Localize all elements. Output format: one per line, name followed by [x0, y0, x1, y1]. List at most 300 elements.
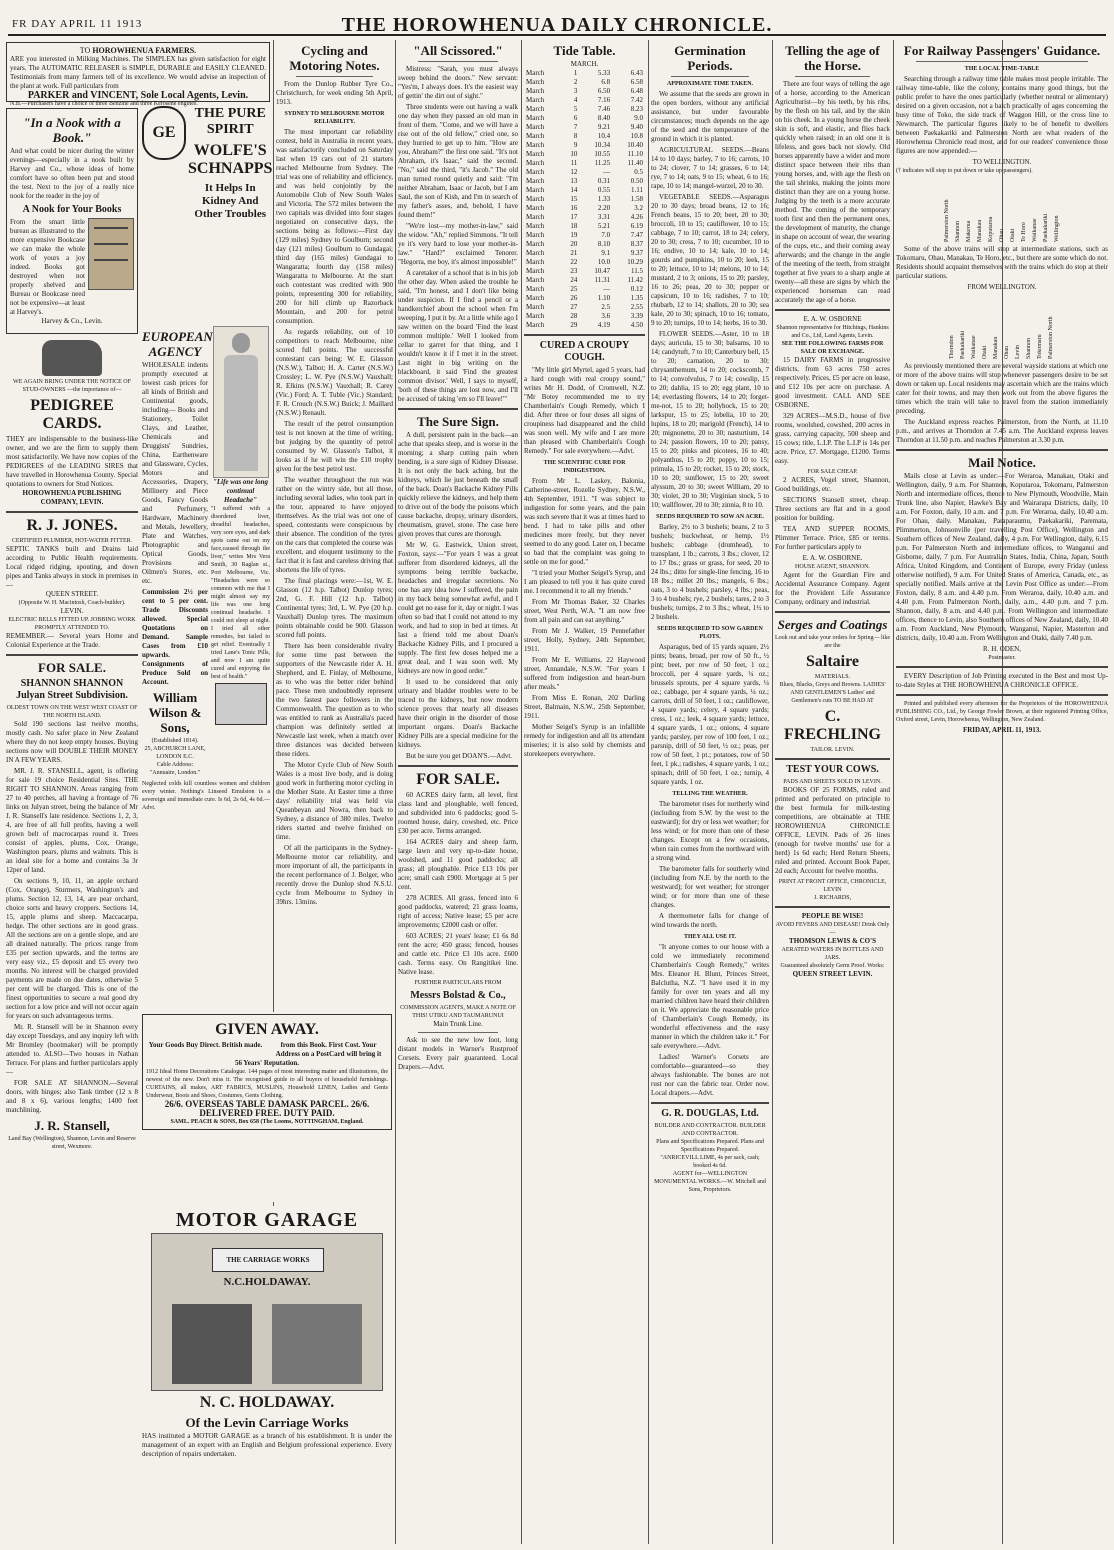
- pedigree-intro: WE AGAIN BRING UNDER THE NOTICE OF STUD-OWNERS —the importance of—: [13, 379, 131, 393]
- tide-month-cell: March: [526, 78, 545, 86]
- tide-pm-cell: 6.19: [630, 222, 643, 230]
- simplex-ad: [6, 40, 270, 107]
- tide-day-cell: 1: [573, 69, 578, 77]
- indigestion-p3: "I tried your Mother Seigel's Syrup, and I am pleased to tell you it has quite cured me. I recommend it to all my friends.": [524, 569, 645, 595]
- osborne-farm1: 15 DAIRY FARMS in progressive districts, from 63 acres 750 acres respectively. Prices, £5 per acre on lease, and £12 10s per acre on purchase. A good investment. CALL AND SEE OSBORNE.: [775, 356, 890, 409]
- indigestion-title: THE SCIENTIFIC CURE FOR INDIGESTION.: [543, 460, 626, 474]
- tide-am-cell: 8.40: [597, 114, 611, 122]
- useit-title: THEY ALL USE IT.: [683, 934, 737, 940]
- mail-title: Mail Notice.: [968, 455, 1036, 470]
- scissored-title: "All Scissored.": [413, 43, 503, 58]
- saltaire-materials: MATERIALS.: [814, 674, 851, 680]
- osborne-farm3: 2 ACRES, Vogel street, Shannon, Good buildings, etc.: [775, 476, 890, 493]
- test-cows-title: TEST YOUR COWS.: [786, 764, 879, 775]
- tide-month-cell: March: [526, 105, 545, 113]
- wolfe-g1: THE PURE SPIRIT: [194, 106, 266, 137]
- railway-h1: THE LOCAL TIME-TABLE: [964, 66, 1040, 72]
- headache-quote: "Life was one long continual Headache": [212, 478, 269, 504]
- tide-row: [524, 240, 645, 249]
- mail-body: Mails close at Levin as under:—For Weraroa, Manakau, Otaki and Wellington, daily, 9 a.m. For Shannon, Koputaroa, Tokomaru, Palmerston North and intermediate offices, thence to New Plymouth, Woodville, Main Trunk line, also Napier, Hawke's Bay and Wairarapa Districts, daily, 10 a.m. For Foxton, daily, 10 a.m. and 7 p.m. For Weraroa, daily, 10.40 a.m. For Ohau, daily. Manakau, Paraparaumu, Paekakariki, Paremata, Plimmerton, Johnsonville (per travelling Post Office), Wellington and Southern offices of New Zealand, daily, 4 p.m. For Wellington, daily, 6.15 p.m. For Palmerston North and intermediate offices, to Wanganui and Gisborne, daily, 7 p.m. For Australian States, India, China, Japan, South Africa, United Kingdom, and Continent of Europe, every Friday (unless otherwise notified), 9 a.m. For United States of America, Canada, etc., as specially notified. Mails arrive at the Levin Post Office as under:—From Foxton, daily, 8 a.m. and 4.40 p.m. From Weraroa, daily, 10.40 a.m. and 4.40 p.m. From Palmerston North, daily, a.m., 4.40 p.m. and 7 p.m. Shannon, daily, 8 a.m. and 4.40 p.m. From Wellington and intermediate offices, thence to Levin, also Southern offices of New Zealand, daily, 10.40 a.m. From Auckland, New Plymouth, Wanganui, Napier, Masterton and districts, daily, 10.40 a.m. From Wellington and Otaki, daily 7.40 p.m.: [896, 472, 1108, 642]
- tide-am-cell: 11.31: [594, 276, 611, 284]
- guarantee-line: Guaranteed absolutely Germ Proof. Works:: [780, 963, 885, 969]
- cycling-p1: From the Dunlop Rubber Tyre Co., Christchurch, for week ending 5th April, 1913.: [276, 80, 393, 106]
- scissored-p4: A caretaker of a school that is in his job the other day. When asked the trouble he said, "I'm honest, and I don't like being under suspicion. If I find a pencil or a handkerchief about the school when I'm sweeping, I put it by. At a little while ago I saw written on the board 'Find the least common multiple.' Well I looked from cellar to garret for that thing, and I wouldn't know it if I met it in the street. Last night in big writing on the blackboard, it said 'Find the greatest common divisor.' Well, I says to myself, 'both of these things are lost now, and I'll be accused of taking 'em so I'll leave!'": [398, 269, 518, 403]
- print-office: PRINT AT FRONT OFFICE, CHRONICLE, LEVIN: [778, 879, 887, 893]
- tide-month-cell: March: [526, 195, 545, 203]
- tide-am-cell: 5.21: [597, 222, 611, 230]
- railway-p3: The Auckland express reaches Palmerston, from the North, at 11.10 p.m., and arrives at Thorndon at 7.45 a.m. The Auckland express leaves Thorndon at 11.50 p.m. and reaches Palmerston at 3.30 p.m.: [896, 418, 1108, 444]
- sale-sign2: Land Bay (Wellington), Shannon, Levin and Reserve street, Wexmore.: [8, 1136, 136, 1150]
- nook-ad: [6, 108, 138, 334]
- tide-day-cell: 16: [570, 204, 578, 212]
- tide-month-cell: March: [526, 204, 545, 212]
- tide-month-cell: March: [526, 285, 545, 293]
- tide-row: [524, 195, 645, 204]
- tide-pm-cell: 11.40: [627, 159, 643, 167]
- tide-am-cell: 4.19: [597, 321, 611, 329]
- station-name: Koputaroa: [987, 216, 994, 242]
- forsale-ad-2: 164 ACRES dairy and sheep farm, large lawn and very up-to-date house, woolshed, and 11 good paddocks; all grass; all ploughable. Price £13 10s per acre; small cash £900. Mortgage at 5 per cent.: [398, 838, 518, 891]
- masthead-date: FR DAY APRIL 11 1913: [12, 18, 143, 30]
- column-3: [276, 40, 393, 1010]
- european-cablev: "Annuaire, London.": [149, 770, 201, 776]
- indigestion-p5: From Mr J. Walker, 19 Pennefather street, Holly, Sydney, 24th September, 1911.: [524, 627, 645, 653]
- column-rule: [772, 40, 773, 1544]
- station-name: Palmerston North: [1048, 316, 1054, 359]
- tide-day-cell: 10: [570, 150, 578, 158]
- tide-am-cell: —: [603, 285, 611, 293]
- imprint: Printed and published every afternoon for the Proprietors of the HOROWHENUA PUBLISHING CO., Ltd., by George Fowler Brown, at their registered Printing Office, Oxford street, Levin, Horowhenua, Wellington, New Zealand.: [896, 701, 1108, 723]
- mail-postmaster: Postmaster.: [988, 655, 1016, 661]
- tide-month-cell: March: [526, 186, 545, 194]
- tide-row: [524, 276, 645, 285]
- germination-p5: Barley, 2½ to 3 bushels; beans, 2 to 3 bushels; buckwheat, or hemp, 1½ bushels; cabbage (drumhead), to transplant, 1 lb.; carrots, 3 lbs.; clover, 12 to 17 lbs.; grass or grass, for seed, 20 to 24 lbs.; ditto for single-line fencing, 16 to 18 lbs.; millet 20 lbs.; mangels, 6 lbs.; oats, 3 to 4 bushels; parsley, 4 lbs.; peas, 3 to 4 bushels; rye, 2 bushels; tares, 2 to 3 bushels; turnips, 2 to 3 lbs.; wheat, 1½ to 2 bushels.: [651, 523, 769, 621]
- job-printing: EVERY Description of Job Printing executed in the Best and most Up-to-date Styles at THE HOROWHENUA CHRONICLE OFFICE.: [896, 672, 1108, 689]
- corsets-ad: Ask to see the new low foot, long distant models in Warner's Rustproof Corsets. Every pair guaranteed. Local Drapers.—Advt.: [398, 1036, 518, 1071]
- jones-elec: ELECTRIC BELLS FITTED UP. JOBBING WORK PROMPTLY ATTENDED TO.: [8, 617, 136, 631]
- tide-month-cell: March: [526, 168, 545, 176]
- simplex-head: HOROWHENUA FARMERS.: [92, 46, 197, 55]
- tide-pm-cell: 7.47: [630, 231, 643, 239]
- european-cable: Cable Address:: [156, 762, 194, 768]
- station-name: Te Horo: [1020, 222, 1027, 242]
- simplex-body: ARE you interested in Milking Machines. The SIMPLEX has given satisfaction for eight years. The AUTOMATIC RELEASER is SIMPLE, DURABLE and EASILY CLEANED. Testimonials from many farmers tell of its excellence. We would advise an inspection of the plant at work. Full particulars from: [10, 55, 266, 90]
- tide-row: [524, 312, 645, 321]
- given-away-ad: [142, 1012, 392, 1202]
- osborne-sub: Shannon representative for Hitchings, Hankins and Co., Ltd, Land Agents, Levin.: [776, 325, 889, 339]
- masthead-rule: [8, 34, 1106, 36]
- tide-month-cell: March: [526, 303, 545, 311]
- saltaire-title: Saltaire: [805, 653, 860, 670]
- tide-row: [524, 132, 645, 141]
- jones-street: QUEEN STREET.: [45, 590, 99, 598]
- station-name: Paekakariki: [1042, 213, 1049, 242]
- osborne-house: HOUSE AGENT, SHANNON.: [795, 564, 870, 570]
- test-cows-b: PADS AND SHEETS SOLD IN LEVIN.: [783, 779, 882, 785]
- tide-day-cell: 11: [570, 159, 578, 167]
- motor-body: HAS instituted a MOTOR GARAGE as a branch of his establishment. It is under the management of an expert with an English and Belgium professional experience. Every description of repairs undertaken.: [142, 1432, 392, 1458]
- timetable-from-wellington: [896, 295, 1108, 359]
- tide-am-cell: 10.4: [597, 132, 611, 140]
- horse-illustration: [42, 340, 102, 376]
- pedigree-title: PEDIGREE CARDS.: [30, 397, 114, 432]
- sale-body3: On sections 9, 10, 11, an apple orchard (Cox, Orange), Sturmers, Washington's and plums. Section 12, 13, 14, are pear orchard, choice sorts and heavy croppers. Sections 14, 15, apple plums and sheep. Maccacarpa, hedge. The other sections are in good grass. All the sections are on a gentle slope, and are all drained naturally. The prices range from £35 per section upwards, and the terms are very easy viz., £5 deposit and £5 every two months. No interest will be charged provided payments are made on due dates, otherwise 5 per cent will be charged. This is one of the finest opportunities to secure a real good dry section for a low price and will not occur again for years on such advantageous terms.: [6, 877, 138, 1020]
- tide-day-cell: 13: [570, 177, 578, 185]
- tide-row: [524, 213, 645, 222]
- sale-body2: MR. J. R. STANSELL, agent, is offering for sale 19 choice Residential Sites. THE RIGHT TO SHANNON. Areas ranging from 27 to 40 perches, all having a frontage of 76 links on Julyan street, being the balance of Mr J. R. Stansell's late residence. Sections 1, 2, 3, 4, are free of all full profits, having a well grown belt of macrocarpas round it. Trees consist of apples, plums, Cox, Orange, Washington pears, plums and walnuts. This is an ideal site for a home and contains 3a 3r 12per of land.: [6, 767, 138, 874]
- european-body: WHOLESALE indents promptly executed at lowest cash prices for all kinds of British and Continental goods, including— Books and Stationery, Toilet Clays, and Leather, Chemicals and Druggists' Sundries, China, Earthenware and Glassware, Cycles, Motors and Accessories, Drapery, Millinery and Piece Goods, Fancy Goods and Perfumery, Hardware, Machinery and Metals, Jewellery, Plate and Watches, Photographic and Optical Goods, Provisions and Oilmen's Stores, etc. etc.: [142, 361, 208, 585]
- sale-sign: J. R. Stansell,: [34, 1118, 110, 1133]
- tide-row: [524, 204, 645, 213]
- tide-month-cell: March: [526, 132, 545, 140]
- tide-month-cell: March: [526, 240, 545, 248]
- douglas-name: G. R. DOUGLAS, Ltd.: [661, 1108, 759, 1119]
- germination-p3: VEGETABLE SEEDS.—Asparagus 20 to 30 days; broad beans, 12 to 16; French beans, 15 to 20; beet, 20 to 30; broccoli, 10 to 15; cauliflower, 10 to 15; cabbage, 7 to 10; carrot, 18 to 24; celery, 20 to 30; cress, 7 to 10; cucumber, 10 to 16; endive, 10 to 14; kale, 10 to 14; gourds and pumpkins, 10 to 20; leek, 15 to 20; lettuce, 10 to 14; melons, 10 to 14; mustard, 2 to 3; onions, 15 to 20; parsley, 16 to 26; peas, 20 to 30; pepper or capsicum, 10 to 16; radishes, 7 to 10; rhubarb, 12 to 14; shallots, 20 to 30; sea kale, 20 to 30; spinach, 10 to 16; tomato, 9 to 20; turnips, 10 to 14; herbs, 16 to 30.: [651, 193, 769, 327]
- tide-month-cell: March: [526, 222, 545, 230]
- aerated-line: AERATED WATERS IN BOTTLES AND JARS.: [781, 947, 884, 961]
- station-name: Ohau: [998, 229, 1005, 242]
- jones-addr: (Opposite W. H. Macintosh, Coach-builder).: [18, 600, 126, 606]
- column-rule: [893, 40, 894, 1544]
- station-name: Waikanae: [1031, 218, 1038, 242]
- station-name: Waikanae: [971, 335, 977, 359]
- germination-title: Germination Periods.: [674, 43, 746, 73]
- richards-name: J. RICHARDS,: [813, 895, 852, 901]
- tide-am-cell: 10.0: [597, 258, 611, 266]
- railway-to: TO WELLINGTON.: [972, 158, 1032, 166]
- tide-pm-cell: 1.58: [630, 195, 643, 203]
- wolfe-ad: [188, 106, 272, 326]
- tide-day-cell: 28: [570, 312, 578, 320]
- germination-h3: SEEDS REQUIRED TO SOW GARDEN PLOTS.: [657, 626, 763, 640]
- station-name: Palmerston North: [943, 199, 950, 242]
- tide-day-cell: 8: [573, 132, 578, 140]
- tide-day-cell: 22: [570, 258, 578, 266]
- given-left: Your Goods Buy Direct. British made.: [148, 1041, 263, 1049]
- tide-row: [524, 87, 645, 96]
- tide-pm-cell: 9.37: [630, 249, 643, 257]
- scissored-p2: Three students were out having a walk one day when they passed an old man in front of them. "Come, and we will have a rise out of the old fellow," cried one, so they hurried to get up to him. "How are you, Abraham?" the first one said. "It's not Abraham, it's Isaac," said the second. "No," said the third, "it's Jacob." The old man turned round quietly and said: "I'm neither Abraham, Isaac or Jacob, but I am Saul, the son of Kish, and I'm in search of my father's asses, and, behold, I have found them!": [398, 103, 518, 219]
- european-firm: William Wilson & Sons,: [148, 690, 202, 735]
- tide-day-cell: 17: [570, 213, 578, 221]
- nook-intro: And what could be nicer during the winter evenings—especially in a nook built by Harvey and Co., whose ideas of home comfort have so often been put and stood the test. Next to the joy of a really nice nook for the reader in the joy of: [10, 147, 134, 200]
- sale-head: FOR SALE.: [38, 660, 106, 675]
- tide-pm-cell: 10.40: [627, 141, 643, 149]
- frechling-name: C. FRECHLING: [784, 708, 881, 743]
- osborne-exch: FOR SALE CHEAP.: [807, 469, 858, 475]
- railway-note: († indicates will stop to put down or take up passengers).: [896, 168, 1033, 174]
- nook-title: "In a Nook with a Book.": [23, 115, 121, 145]
- indigestion-p8: Mother Seigel's Syrup is an infallible remedy for indigestion and all its attendant miseries; it is also sold by chemists and storekeepers everywhere.: [524, 723, 645, 758]
- people-wise: PEOPLE BE WISE!: [801, 912, 864, 920]
- douglas-plans: Plans and Specifications Prepared. Plans and Specifications Prepared.: [656, 1139, 764, 1153]
- tide-month-cell: March: [526, 123, 545, 131]
- sale-body1: Sold 190 sections last twelve months, mostly cash. No safer place in New Zealand where they do not keep empty houses. Buying sections now will DOUBLE THEIR MONEY IN A FEW YEARS.: [6, 720, 138, 764]
- station-name: Manakau: [976, 219, 983, 242]
- given-body: 1912 Ideal Home Decorations Catalogue. 144 pages of most interesting matter and illustrations, the newest of the new. Don't miss it. The recognised guide to all buyers of household furnishings. CURTAINS, all makes, ART FABRICS, MUSLINS, Household LINEN, Ladies and Gents Underwear, Boots and Shoes, Costumes, Gents Clothing.: [146, 1069, 388, 1099]
- douglas-agent: AGENT for—WELLINGTON MONUMENTAL WORKS.—W. Mitchell and Sons, Proprietors.: [654, 1171, 766, 1193]
- given-title: GIVEN AWAY.: [215, 1021, 319, 1038]
- cycling-title: Cycling and Motoring Notes.: [289, 43, 380, 73]
- tide-pm-cell: 9.0: [634, 114, 643, 122]
- tide-pm-cell: 6.58: [630, 78, 643, 86]
- tide-row: [524, 267, 645, 276]
- horse-age-p1: There are four ways of telling the age of a horse, according to the American Agriculturist—by his teeth, by his ribs, by the flesh on his tail, and by the skin on his cheek. In a young horse the cheek skin is soft, and elastic, and flies back quickly when raised; in an old one it is lifeless, and goes back not slowly. Old horses apparently have a wider and more distinct space between their ribs than young horses, and, with age the flesh on the tail shrinks, making the joints more distinct than they are on a young horse. Judging by the teeth is a more accurate method. The coming of the temporary tooth first and then the permanent ones, the development of maturity, the change in shape on account of wear, the wearing of the cups, etc., and their coming away afterwards; and the change in the angle of the meeting of the teeth, from straight together at five years to a sharp angle at twenty—all these are signs by which the experienced horseman can read accurately the age of a horse.: [775, 80, 890, 304]
- tide-day-cell: 23: [570, 267, 578, 275]
- station-name: Manakau: [993, 336, 999, 359]
- queen-street: QUEEN STREET LEVIN.: [792, 970, 873, 978]
- croupy-title: CURED A CROUPY COUGH.: [539, 340, 630, 363]
- tide-pm-cell: 4.50: [630, 321, 643, 329]
- headache-ad: [211, 326, 270, 777]
- tide-month-cell: March: [526, 294, 545, 302]
- tide-am-cell: 6.50: [597, 87, 611, 95]
- tide-pm-cell: 10.8: [630, 132, 643, 140]
- column-rule: [521, 40, 522, 1544]
- jones-remember: REMEMBER.— Several years Home and Colonial Experience at the Trade.: [6, 632, 138, 649]
- tide-month-cell: March: [526, 141, 545, 149]
- column-rule: [648, 40, 649, 1544]
- timetable-to-wellington: [896, 178, 1108, 242]
- tide-month-cell: March: [526, 312, 545, 320]
- tide-day-cell: 5: [573, 105, 578, 113]
- cycling-p6: The final placings were:—1st, W. E. Glasson (12 h.p. Talbot) Dunlop tyres; 2nd, G. F. Hill (12 h.p. Talbot) Continental tyres; 3rd, L. W. Pye (20 h.p. Vauxhall) Dunlop tyres. The maximum points obtainable could be 900. Glasson scored full points.: [276, 577, 393, 639]
- column-7: [775, 40, 890, 1544]
- tide-row: [524, 96, 645, 105]
- tide-pm-cell: 0.5: [634, 168, 643, 176]
- cycling-p9: Of all the participants in the Sydney-Melbourne motor car reliability, and more important of all, the participants in the recent performance of J. Bolger, who recently drove the Dunlop shod N.S.U. cycle from Melbourne to Sydney in 39hrs. 13mins.: [276, 844, 393, 906]
- osborne-agent: Agent for the Guardian Fire and Accidental Assurance Company. Agent for the Provident Life Assurance Company, ordinary and industrial.: [775, 571, 890, 606]
- sale-atshannon: FOR SALE AT SHANNON.—Several doors, with hinges; also Tank timber (12 x 8 and 8 x 6), various lengths; 1400 feet matchlining.: [6, 1079, 138, 1114]
- douglas-builder: BUILDER AND CONTRACTOR. BUILDER AND CONTRACTOR.: [654, 1123, 766, 1137]
- horse-age-title: Telling the age of the Horse.: [785, 43, 880, 73]
- wolfe-g2: WOLFE'S SCHNAPPS: [188, 142, 273, 177]
- tide-title: Tide Table.: [553, 43, 616, 58]
- tide-am-cell: 2.5: [601, 303, 611, 311]
- germination-h2: SEEDS REQUIRED TO SOW AN ACRE.: [656, 514, 764, 520]
- given-offer: 26/6. OVERSEAS TABLE DAMASK PARCEL. 26/6. DELIVERED FREE. DUTY PAID.: [164, 1099, 370, 1118]
- garage-sign2: N.C.HOLDAWAY.: [223, 1276, 311, 1288]
- tide-row: [524, 123, 645, 132]
- cycling-p7: There has been considerable rivalry for some time past between the supporters of the Newcastle rider A. H. Shepherd, and E. Finlay, of Melbourne, as to who was the better rider behind pace. These men undoubtedly represent the two fastest pace followers in the Commonwealth. The question as to who was entitled to rank as Australia's paced champion was definitely settled at Newcastle last week, when a match over three distances was decided between these riders.: [276, 642, 393, 758]
- tide-day-cell: 27: [570, 303, 578, 311]
- station-name: Shannon: [954, 221, 961, 242]
- tide-row: [524, 159, 645, 168]
- wolfe-logo-block: [142, 106, 186, 326]
- tide-table: [524, 69, 645, 330]
- tide-month-cell: March: [526, 267, 545, 275]
- station-name: Ohau: [1004, 346, 1010, 359]
- tide-row: [524, 105, 645, 114]
- garage-sign1: THE CARRIAGE WORKS: [212, 1248, 324, 1272]
- masthead: [0, 0, 1114, 34]
- given-right: from this Book. First Cost. Your Address on a PostCard will bring it: [275, 1041, 382, 1058]
- tide-pm-cell: 3.39: [630, 312, 643, 320]
- tide-row: [524, 294, 645, 303]
- scissored-p3: "We're lost—my mother-in-law," said the widow. "Ah," replied Simmons. "It tell ye it's very hard to lose your mother-in-law." "Hard?" exclaimed Tenorer. "Hegorra, me boy, it's almost impossible!": [398, 222, 518, 266]
- suresign-p8: But be sure you get DOAN'S.—Advt.: [406, 752, 513, 760]
- imprint-date: FRIDAY, APRIL 11, 1913.: [962, 726, 1042, 734]
- tide-am-cell: 8.10: [597, 240, 611, 248]
- tide-pm-cell: 1.35: [630, 294, 643, 302]
- suresign-p5: A dull, persistent pain in the back—an ache that speaks sleep, and is worse in the morning; a sharp cutting pain when bending, is a sure sign of Kidney Disease. It is not only the back aching, but the kidneys, which lie just beneath the small of the back. Doan's Backache Kidney Pills quickly relieve the kidneys, and help them to drive out of the body the poisons which cause backache, dropsy, urinary disorders, rheumatism, gravel, stone. The case here given proves that cures are thorough.: [398, 431, 518, 538]
- cycling-p5: The weather throughout the run was rather on the wintry side, but all those, including several ladies, who took part in the tour, appeared to have enjoyed themselves. As the trial was not one of speed, contestants were conspicuous by their absence. The condition of the tyres on the cars that completed the course was excellent, and eloquent testimony to the fact that it is fast and careless driving that shortens the life of tyres.: [276, 476, 393, 574]
- serges-sub: Look out and take your orders for Spring— like are the: [775, 635, 890, 649]
- station-name: Paekakariki: [960, 330, 966, 359]
- nook-body: From the smart little bureau as illustrated to the more expensive Bookcase we can make the whole work of yours a joy indeed. Books got destroyed when not properly shelved and Bureau or Bookcase need not be expensive—at least at Harvey's.: [10, 218, 85, 316]
- indigestion-p7: From Miss E. Ronan, 202 Darling Street, Balmain, N.S.W., 25th September, 1911.: [524, 694, 645, 720]
- station-name: Thorndon: [949, 335, 955, 359]
- simplex-agents: PARKER and VINCENT, Sole Local Agents, Levin.: [27, 90, 249, 101]
- osborne-see: SEE THE FOLLOWING FARMS FOR SALE OR EXCHANGE.: [781, 341, 884, 355]
- column-8: [896, 40, 1108, 1544]
- railway-p2: As previously mentioned there are several wayside stations at which one or more of the above trains will stop whenever passengers desire to be set down or taken up. Local residents may ascertain which are the trains which cater for their towns, and may then work out from the above figures the times which the train will take to travel from the station immediately preceding.: [896, 362, 1108, 415]
- scissored-p1: Mistress: "Sarah, you must always sweep behind the doors." New servant: "Yes'm, I always does. It's the easiest way of gettin' the dirt out of sight.": [398, 65, 518, 100]
- railway-title: For Railway Passengers' Guidance.: [903, 43, 1101, 58]
- forsale-ad-1: 60 ACRES dairy farm, all level, first class land and ploughable, well fenced, and subdivided into 6 paddocks; good 5-roomed house, dairy, cowshed, etc. Price £30 per acre. Terms arranged.: [398, 791, 518, 835]
- european-title: EUROPEAN AGENCY: [142, 329, 213, 359]
- tide-day-cell: 21: [570, 249, 578, 257]
- osborne-farm2: 329 ACRES—M.S.D., house of five rooms, woolshed, cowshed, 200 acres in grass, carrying capacity, 500 sheep and 15 cows; title, L.I.P. The L.I.P is 14s per acre. Price, £7. Mortgage, £1200. Terms easy.: [775, 412, 890, 465]
- headache-foot: Neglected colds kill countless women and children every winter. Nothing's Linseed Emulsion is a sovereign and immediate cure. Is 6d, 2s 6d, 4s 6d.—Advt.: [142, 781, 270, 811]
- frechling-tailor: TAILOR. LEVIN.: [810, 747, 855, 753]
- cycling-p8: The Motor Cycle Club of New South Wales is a most live body, and is doing good work in furthering motor cycling in the Mother State. At Easter time a three days' reliability trial was held via Queanbeyan and Nowra, then back to Sydney, a distance of 380 miles. Twelve riders started and twelve finished on time.: [276, 761, 393, 841]
- railway-p1: Searching through a railway time table makes most people irritable. The railway time-table, like the colony, contains many good things, but the public prefer to have the ones particularly (whether neutral or alimentary) desired on a given occasion, not a batch practically of ages concerning the busy time of Toko, the side track of Waggon Hill, or the cross line to Newmarch. The particular figures likely to be of benefit to dwellers between Paekakariki and Palmerston North are what readers of the Horowhenua Chronicle read most, and for our readers' convenience those figures are now appended:—: [896, 75, 1108, 155]
- cycling-p2: The most important car reliability contest, held in Australia in recent years, was satisfactorily concluded on Saturday last when 19 cars out of 21 starters reached Melbourne from Sydney. The trial was one of reliability and efficiency, and was held conjointly by the Automobile Club of New South Wales and Victoria. The 572 miles between the two capitals was divided into four stages negotiated on consecutive days, the sections being as follows:—First day (129 miles) Sydney to Goulburn; second day (121 miles) Goulburn to Gundagai; third day (165 miles) Gundagai to Wangaratta; fourth day (158 miles) Wangaratta to Melbourne. At the start each contestant was credited with 900 points, representing 300 for reliability, 200 for hill climb up Razorback Mountain, and 200 for petrol consumption.: [276, 128, 393, 325]
- tide-am-cell: 1.10: [597, 294, 611, 302]
- indigestion-p6: From Mr E. Williams, 22 Haywood street, Annandale, N.S.W. "For years I suffered from indigestion and heart-burn after meals.": [524, 656, 645, 691]
- tide-month-cell: March: [526, 150, 545, 158]
- tide-am-cell: 10.34: [594, 141, 611, 149]
- germination-h1: APPROXIMATE TIME TAKEN.: [666, 81, 754, 87]
- tide-day-cell: 7: [573, 123, 578, 131]
- motor-name: N. C. HOLDAWAY.: [199, 1394, 335, 1411]
- tide-day-cell: 6: [573, 114, 578, 122]
- forsale-title: FOR SALE.: [416, 771, 500, 788]
- lanes-pills-logo: [215, 683, 267, 725]
- masthead-title: THE HOROWHENUA DAILY CHRONICLE.: [341, 14, 773, 36]
- tide-day-cell: 9: [573, 141, 578, 149]
- tide-row: [524, 69, 645, 78]
- tide-row: [524, 78, 645, 87]
- sale-title: SHANNON SHANNON Julyan Street Subdivision.: [16, 678, 128, 701]
- tide-am-cell: 7.16: [597, 96, 611, 104]
- simplex-to: TO: [79, 46, 91, 55]
- tide-row: [524, 141, 645, 150]
- tide-row: [524, 258, 645, 267]
- tide-pm-cell: 3.2: [634, 204, 643, 212]
- tide-am-cell: 3.31: [597, 213, 611, 221]
- croupy-p1: "My little girl Myrtel, aged 5 years, had a hard cough with real croupy sound," writes Mr H. Dodd, of Cromwell, N.Z. "Mr Botey recommended me to try Chamberlain's Cough Remedy, which I did. After three or four doses all signs of croupiness had disappeared and the child was soon well. My wife and I are more than pleased with Chamberlain's Cough Remedy." For sale everywhere.—Advt.: [524, 366, 645, 455]
- station-name: Tokomaru: [1037, 334, 1043, 359]
- tide-row: [524, 177, 645, 186]
- tide-row: [524, 303, 645, 312]
- column-rule: [395, 40, 396, 1544]
- agents-sub: COMMISSION AGENTS, MAKE A NOTE OF THIS! UTIKU AND TAUMARUNUI: [400, 1005, 516, 1019]
- tide-day-cell: 12: [570, 168, 578, 176]
- given-firm: SAML. PEACH & SONS, Box 658 (The Looms, NOTTINGHAM, England.: [170, 1119, 364, 1125]
- tide-month-cell: March: [526, 96, 545, 104]
- tide-month-cell: March: [526, 276, 545, 284]
- weather-p7: The barometer rises for northerly wind (including from S.W. by the west to the eastward); for dry or less wet weather; for less wind; or for more than one of these changes. Except on a few occasions, when rain comes from the northward with a strong wind.: [651, 800, 769, 862]
- tide-day-cell: 15: [570, 195, 578, 203]
- osborne-farm4: SECTIONS Stansell street, cheap. Three sections are flat and in a good position for building.: [775, 496, 890, 522]
- tide-am-cell: 3.6: [601, 312, 611, 320]
- cycling-p3: As regards reliability, out of 10 competitors to reach Melbourne, nine scored full points. The successful contestant cars being: W. E. Glasson (N.S.W.), Talbot; H. A. Carter (N.S.W.) Crossley; L. W. Pye (N.S.W.) Vauxhall; R. Elkins (N.S.W.) Vauxhall; R. Carey (Vic.) Ford; A. T. Tuble (Vic.) Standard; F. R. Crouch (N.S.W.) Buick; J. Maillard (N.S.W.) Renault.: [276, 328, 393, 417]
- tide-month-cell: March: [526, 321, 545, 329]
- germination-p6: Asparagus, bed of 15 yards square, 2½ pints; beans, broad, per row of 50 ft., ½ pint; beet, per row of 50 feet, 1 oz.; broccoli, per 4 square yards, ¼ oz.; brussels sprouts, per 4 square yards, ¼ oz.; cabbage, per 4 square yards, ¼ oz.; carrots, drill of 50 feet, 1 oz.; cauliflower, 4 square yards; celery, 4 square yards; cress, 1 oz.; leek, 4 square yards; lettuce, 4 square yards, 1 oz.; onions, 4 square yards; parsley, per row of 100 feet, 1 oz.; parsnip, drill of 50 feet, ½ oz.; peas, per row of 50 feet, 1 pt.; potatoes, row of 50 feet, 1 pk.; radishes, 4 square yards, 1 oz.; spinach, drill of 50 feet, 1 oz.; turnip, 4 square yards, 1 oz.: [651, 643, 769, 786]
- tide-am-cell: 9.21: [597, 123, 611, 131]
- tide-row: [524, 285, 645, 294]
- tide-pm-cell: 11.5: [631, 267, 643, 275]
- tide-pm-cell: 8.23: [630, 105, 643, 113]
- mail-oden: R. H. ODEN,: [983, 645, 1021, 653]
- tide-pm-cell: 0.50: [630, 177, 643, 185]
- agents-line: Main Trunk Line.: [433, 1020, 483, 1028]
- tide-am-cell: 1.33: [597, 195, 611, 203]
- tide-am-cell: 9.1: [601, 249, 611, 257]
- tide-day-cell: 3: [573, 87, 578, 95]
- nook-sub: A Nook for Your Books: [22, 204, 122, 215]
- tide-month-cell: March: [526, 159, 545, 167]
- tide-day-cell: 24: [570, 276, 578, 284]
- tide-day-cell: 20: [570, 240, 578, 248]
- woman-illustration: [213, 326, 269, 478]
- tide-month-cell: March: [526, 87, 545, 95]
- test-cows-c: BOOKS OF 25 FORMS, ruled and printed and perforated on principle to the best formula for milk-testing competitions, are obtainable at THE HOROWHENUA CHRONICLE OFFICE, LEVIN. Pads of 26 lines (enough for twelve months' use for a herd) 1s 6d each; Herd Return Sheets, ruled and printed. Account Book Paper, 2d each; Account for twelve months.: [775, 786, 890, 875]
- agents-name: Messrs Bolstad & Co.,: [410, 990, 506, 1001]
- tide-day-cell: 25: [570, 285, 578, 293]
- tide-month-cell: March: [526, 231, 545, 239]
- tide-pm-cell: 1.11: [631, 186, 643, 194]
- tide-row: [524, 186, 645, 195]
- motor-title: MOTOR GARAGE: [175, 1209, 359, 1231]
- germination-p4: FLOWER SEEDS.—Aster, 10 to 18 days; auricula, 15 to 30; balsams, 10 to 14; candytuft, 7 to 10; Canterbury bell, 15 to 20; carnation, 20 to 30; chrysanthemum, 14 to 20; cockscomb, 7 to 14; convolvulus, 7 to 14; cowslip, 15 to 20; dahlia, 15 to 20; egg plant, 10 to 14; everlasting flowers, 14 to 20; forget-me-not, 15 to 20; hollyhock, 15 to 20; larkspur, 15 to 25; lobelia, 10 to 20; lupins, 18 to 20; marigold (French), 14 to 20; mignonette, 20 to 30; nasturtium, 14 to 24; passion flowers, 10 to 20; pansy, 15 to 20; pinks and picotees, 16 to 40; polyanthus, 15 to 20; poppy, 10 to 15; primula, 15 to 20; rocket, 15 to 20; stock, 10 to 20; sunflower, 15 to 20; sweet alyssum, 20 to 30; sweet William, 20 to 30; violet, 20 to 30; Virginian stock, 5 to 10; wallflower, 20 to 30; zinnia, 8 to 10.: [651, 330, 770, 509]
- motor-garage-ad: [142, 1206, 392, 1544]
- osborne-name: E. A. W. OSBORNE: [803, 315, 862, 323]
- tide-am-cell: 5.33: [597, 69, 611, 77]
- agents-heading: FURTHER PARTICULARS FROM: [414, 980, 502, 986]
- tide-row: [524, 321, 645, 330]
- tide-pm-cell: 7.42: [630, 96, 643, 104]
- european-ad: [142, 326, 213, 777]
- forsale-ad-4: 603 ACRES; 21 years' lease; £1 6s 8d rent the acre; 450 grass; fenced, houses and cattle etc. Price £3 10s acre. £600 cash. Terms easy. On Rangitikei line. Native lease.: [398, 932, 518, 976]
- railway-from: FROM WELLINGTON.: [967, 283, 1037, 291]
- tide-am-cell: 10.47: [594, 267, 611, 275]
- station-name: Wellington: [1053, 215, 1060, 242]
- tide-am-cell: 11.25: [594, 159, 611, 167]
- cycling-p4: The result of the petrol consumption test is not known at the time of writing, but judging by the quantity of petrol consumed by W. Glasson's Talbot, it looks as if he will win the £10 trophy given for the best petrol test.: [276, 420, 393, 473]
- simplex-nb: N.B.—Purchasers have a choice of three Benzine and three Kerosene engines.: [10, 101, 198, 107]
- tide-month-cell: March: [526, 69, 545, 77]
- tide-day-cell: 14: [570, 186, 578, 194]
- european-addr: 25, ABCHURCH LANE, LONDON E.C.: [144, 746, 206, 760]
- bookcase-illustration: [88, 218, 134, 290]
- indigestion-p2: From Mr L. Laskey, Balonia, Catherine-street, Rozelle Sydney, N.S.W., 4th September, 1911. "I was subject to indigestion for some years, and the pain was such severe that it was at times hard to bend. I had to take pills and other medicines more freely, but they never seemed to do any good. Later on, I became so bad that the complaint was going to settle on me for good.": [524, 477, 645, 566]
- jones-town: LEVIN.: [60, 607, 84, 615]
- fevers-line: AVOID FEVERS AND DISEASE! Drink Only—: [775, 922, 890, 936]
- tide-am-cell: 2.20: [597, 204, 611, 212]
- cycling-h1: SYDNEY TO MELBOURNE MOTOR RELIABILITY.: [284, 111, 385, 125]
- station-name: Otaki: [1009, 228, 1016, 242]
- column-6: [651, 40, 769, 1544]
- tide-pm-cell: 6.48: [630, 87, 643, 95]
- european-est: (Established 1814).: [151, 738, 199, 744]
- tide-row: [524, 222, 645, 231]
- tide-day-cell: 18: [570, 222, 578, 230]
- tide-pm-cell: 10.29: [627, 258, 643, 266]
- motor-sub: Of the Levin Carriage Works: [185, 1415, 349, 1430]
